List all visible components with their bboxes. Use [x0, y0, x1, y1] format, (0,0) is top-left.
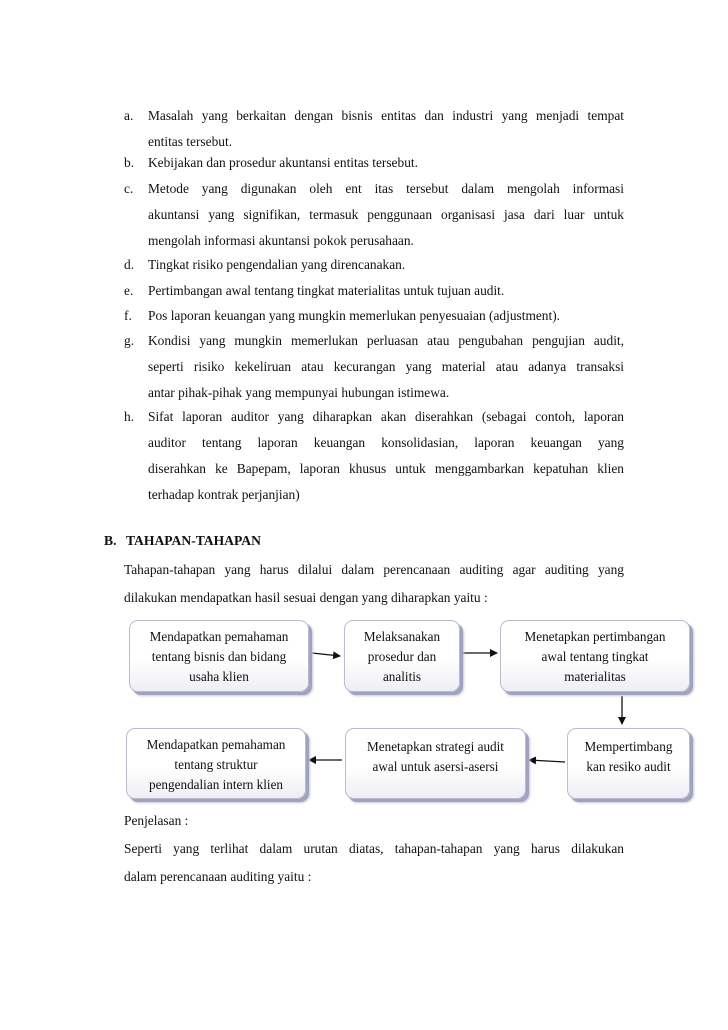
list-item-line: antar pihak-pihak yang mempunyai hubungan istimewa.: [148, 385, 450, 400]
list-item-line: Masalah yang berkaitan dengan bisnis entitas dan industri yang menjadi tempat: [148, 108, 624, 123]
box-line: Menetapkan pertimbangan: [524, 629, 666, 644]
flow-box-audit-risk: [567, 728, 690, 799]
list-item-line: akuntansi yang signifikan, termasuk penggunaan organisasi jasa dari luar untuk: [148, 207, 624, 222]
list-item-line: Kondisi yang mungkin memerlukan perluasan atau pengubahan pengujian audit,: [148, 333, 624, 348]
box-line: analitis: [382, 669, 422, 684]
flow-box-materiality: [500, 620, 690, 692]
flow-box-analytical-procedures: [344, 620, 460, 692]
flow-box-audit-strategy: [345, 728, 526, 799]
box-line: usaha klien: [189, 669, 249, 684]
list-marker: h.: [124, 409, 135, 424]
box-line: prosedur dan: [367, 649, 437, 664]
box-line: awal untuk asersi-asersi: [372, 759, 499, 774]
list-item-line: entitas tersebut.: [148, 134, 233, 149]
list-item-line: Sifat laporan auditor yang diharapkan akan diserahkan (sebagai contoh, laporan: [148, 409, 624, 424]
box-line: Menetapkan strategi audit: [367, 739, 504, 754]
section-letter: B.: [104, 533, 117, 548]
explanation: [124, 807, 624, 891]
list-marker: g.: [124, 333, 135, 348]
box-line: kan resiko audit: [586, 759, 671, 774]
box-line: tentang bisnis dan bidang: [151, 649, 287, 664]
list-marker: c.: [124, 181, 134, 196]
box-line: Mendapatkan pemahaman: [146, 737, 286, 752]
paragraph-line: Seperti yang terlihat dalam urutan diatas, tahapan-tahapan yang harus dilakukan: [124, 841, 624, 856]
box-line: Melaksanakan: [363, 629, 441, 644]
list-item-line: Pos laporan keuangan yang mungkin memerlukan penyesuaian (adjustment).: [148, 308, 561, 323]
paragraph-line: dalam perencanaan auditing yaitu :: [124, 869, 312, 884]
flow-box-understand-business: [129, 620, 309, 692]
list-marker: f.: [124, 308, 132, 323]
box-line: materialitas: [564, 669, 626, 684]
list-item-line: Pertimbangan awal tentang tingkat materialitas untuk tujuan audit.: [148, 283, 505, 298]
list-item-line: Metode yang digunakan oleh ent itas tersebut dalam mengolah informasi: [148, 181, 624, 196]
section-title: TAHAPAN-TAHAPAN: [126, 533, 261, 548]
list-marker: d.: [124, 257, 135, 272]
arrow-box1-to-box2: [312, 653, 340, 656]
paragraph-line: dilakukan mendapatkan hasil sesuai dengan yang diharapkan yaitu :: [124, 590, 488, 605]
list-item-line: Kebijakan dan prosedur akuntansi entitas tersebut.: [148, 155, 418, 170]
list-item-line: diserahkan ke Bapepam, laporan khusus untuk menggambarkan kepatuhan klien: [148, 461, 624, 476]
list-item-line: auditor tentang laporan keuangan konsolidasian, laporan keuangan yang: [148, 435, 624, 450]
box-line: awal tentang tingkat: [541, 649, 649, 664]
list-item-line: mengolah informasi akuntansi pokok perusahaan.: [148, 233, 414, 248]
explanation-label: Penjelasan :: [124, 813, 189, 828]
paragraph-line: Tahapan-tahapan yang harus dilalui dalam perencanaan auditing agar auditing yang: [124, 562, 624, 577]
list-marker: a.: [124, 108, 134, 123]
list-item-line: Tingkat risiko pengendalian yang direncanakan.: [148, 257, 406, 272]
list-item-line: terhadap kontrak perjanjian): [148, 487, 300, 502]
arrow-box4-to-box5: [529, 760, 565, 762]
box-line: Mempertimbang: [584, 739, 673, 754]
list-item-line: seperti risiko kekeliruan atau kecurangan yang material atau adanya transaksi: [148, 359, 624, 374]
list-marker: e.: [124, 283, 134, 298]
list-marker: b.: [124, 155, 135, 170]
box-line: Mendapatkan pemahaman: [149, 629, 289, 644]
flow-box-internal-control: [126, 728, 306, 799]
box-line: tentang struktur: [174, 757, 258, 772]
box-line: pengendalian intern klien: [148, 777, 284, 792]
